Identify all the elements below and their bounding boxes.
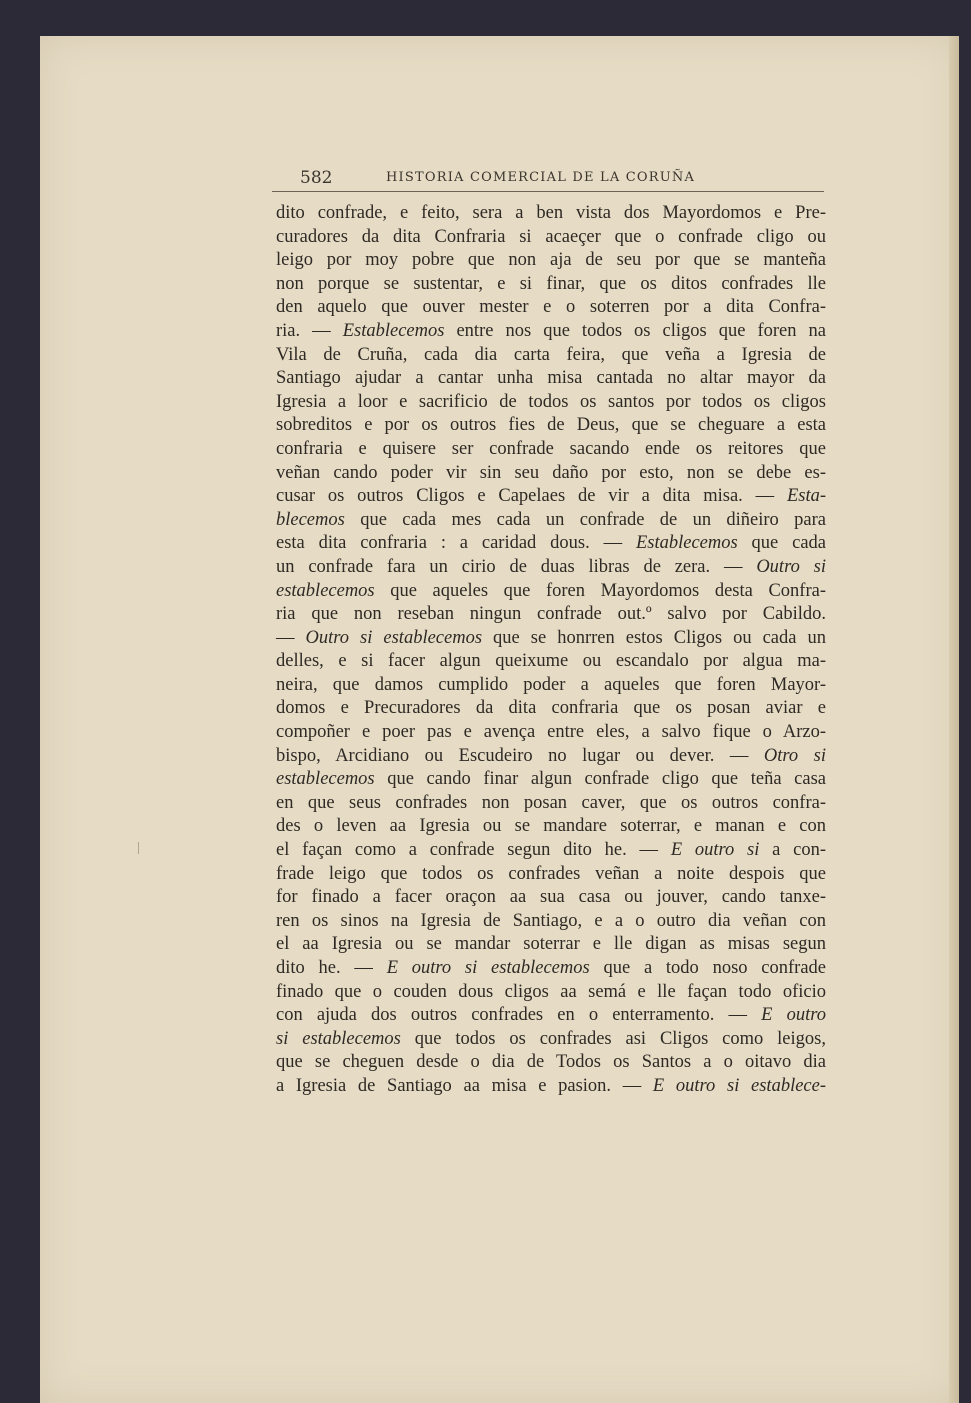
body-text [276, 202, 826, 1099]
text-line: que se cheguen desde o dia de Todos os Santos a o oitavo dia [276, 1052, 826, 1073]
running-title: HISTORIA COMERCIAL DE LA CORUÑA [386, 170, 696, 185]
text-line: delles, e si facer algun queixume ou escandalo por algua ma- [276, 651, 826, 672]
text-line: leigo por moy pobre que non aja de seu por que se manteña [276, 250, 826, 271]
text-line: domos e Precuradores da dita confraria que os posan aviar e [276, 698, 826, 719]
text-line: frade leigo que todos os confrades veñan a noite despois que [276, 863, 826, 884]
italic-segment: establecemos [276, 769, 375, 790]
text-line [276, 556, 826, 580]
page-header [300, 168, 822, 188]
text-line [276, 627, 826, 651]
text-line [276, 1004, 826, 1028]
text-line [276, 532, 826, 556]
stray-mark [138, 842, 139, 854]
italic-segment: Otro si [763, 745, 826, 766]
page-edge [949, 36, 959, 1403]
text-line: el aa Igresia ou se mandar soterrar e lle digan as misas segun [276, 934, 826, 955]
italic-segment: Outro si [756, 556, 826, 577]
text-line: Santiago ajudar a cantar unha misa cantada no altar mayor da [276, 368, 826, 389]
text-line: en que seus confrades non posan caver, que os outros confra- [276, 792, 826, 813]
italic-segment: E outro [761, 1005, 826, 1026]
text-line: dito confrade, e feito, sera a ben vista dos Mayordomos e Pre- [276, 203, 826, 223]
text-line [276, 768, 826, 792]
text-segment: que cada [737, 533, 826, 554]
italic-segment: si establecemos [276, 1028, 401, 1049]
italic-segment: E outro si [670, 840, 760, 861]
text-line [276, 320, 826, 344]
text-line [276, 1028, 826, 1052]
text-segment: a con- [759, 840, 826, 861]
text-line [276, 485, 826, 509]
text-segment: esta dita confraria : a caridad dous. — [276, 533, 636, 554]
text-segment: ria. — [276, 320, 343, 341]
text-line: sobreditos e por os outros fies de Deus, que se cheguare a esta [276, 415, 826, 436]
page-number: 582 [300, 168, 333, 188]
text-line [276, 509, 826, 533]
text-segment: un confrade fara un cirio de duas libras de zera. — [276, 556, 757, 577]
text-line: for finado a facer oraçon aa sua casa ou jouver, cando tanxe- [276, 887, 826, 908]
text-line: non porque se sustentar, e si finar, que os ditos confrades lle [276, 273, 826, 294]
text-line: Vila de Cruña, cada dia carta feira, que veña a Igresia de [276, 344, 826, 365]
text-line: ren os sinos na Igresia de Santiago, e a o outro dia veñan con [276, 910, 826, 931]
text-line: compoñer e poer pas e avença entre eles, a salvo fique o Arzo- [276, 722, 826, 743]
italic-segment: E outro si establece- [652, 1075, 827, 1096]
text-segment: que todos os confrades asi Cligos como leigos, [400, 1028, 826, 1049]
text-line: confraria e quisere ser confrade sacando ende os reitores que [276, 438, 826, 459]
italic-segment: Establecemos [342, 320, 445, 341]
text-line [276, 957, 826, 981]
text-segment: el façan como a confrade segun dito he. — [276, 840, 671, 861]
text-segment: que cando finar algun confrade cligo que teña casa [374, 769, 826, 790]
text-segment: con ajuda dos outros confrades en o enterramento. — [276, 1005, 762, 1026]
italic-segment: Establecemos [635, 533, 738, 554]
text-line: den aquelo que ouver mester e o soterren por a dita Confra- [276, 297, 826, 318]
italic-segment: blecemos [276, 509, 345, 530]
italic-segment: Outro si establecemos [305, 627, 483, 648]
text-line: curadores da dita Confraria si acaeçer que o confrade cligo ou [276, 226, 826, 247]
text-segment: que cada mes cada un confrade de un diñeiro para [344, 509, 826, 530]
text-segment: dito he. — [276, 958, 387, 978]
text-line: finado que o couden dous cligos aa semá e lle façan todo oficio [276, 981, 826, 1002]
text-segment: que aqueles que foren Mayordomos desta Confra- [374, 580, 826, 601]
text-line: Igresia a loor e sacrificio de todos os santos por todos os cligos [276, 391, 826, 412]
text-segment: cusar os outros Cligos e Capelaes de vir a dita misa. — [276, 486, 787, 507]
text-line: veñan cando poder vir sin seu daño por esto, non se debe es- [276, 462, 826, 483]
text-line: ria que non reseban ningun confrade out.º salvo por Cabildo. [276, 604, 826, 625]
text-segment: que a todo noso confrade [589, 958, 827, 978]
text-segment: entre nos que todos os cligos que foren na [444, 320, 826, 341]
text-segment: a Igresia de Santiago aa misa e pasion. — [276, 1075, 653, 1096]
text-line [276, 839, 826, 863]
text-line: des o leven aa Igresia ou se mandare soterrar, e manan e con [276, 816, 826, 837]
text-line: neira, que damos cumplido poder a aqueles que foren Mayor- [276, 674, 826, 695]
text-line [276, 580, 826, 604]
text-segment: que se honrren estos Cligos ou cada un [482, 627, 826, 648]
italic-segment: establecemos [276, 580, 375, 601]
text-line [276, 745, 826, 769]
text-segment: bispo, Arcidiano ou Escudeiro no lugar ou dever. — [276, 745, 764, 766]
italic-segment: E outro si establecemos [386, 958, 590, 978]
italic-segment: Esta- [786, 486, 826, 507]
text-segment: — [276, 627, 306, 648]
text-line [276, 1075, 826, 1099]
header-rule [272, 191, 824, 192]
